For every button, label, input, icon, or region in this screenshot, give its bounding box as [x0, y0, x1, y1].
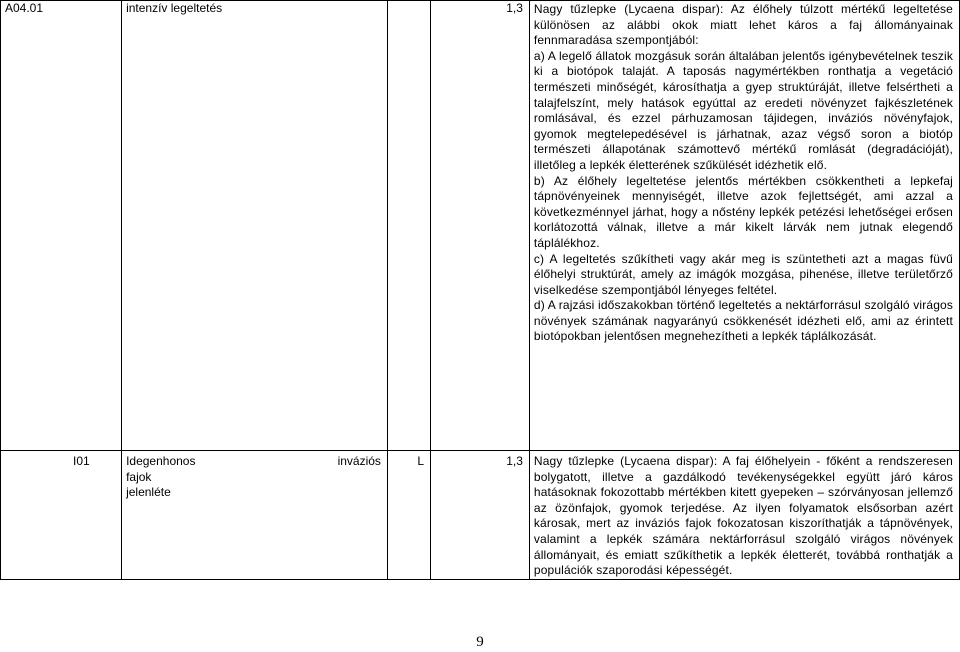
description-paragraph: d) A rajzási időszakokban történő legeltetés a nektárforrásul szolgáló virágos növények számának nagyarányú csökkenését idézheti elő, ami az érintett biotópokban jelentősen megnehezítheti a lepkék táplálkozását.: [533, 298, 953, 344]
threat-name-text: inváziós: [337, 454, 381, 468]
page-number: 9: [476, 634, 484, 650]
threat-name-block: [126, 454, 381, 501]
threat-value: 1,3: [431, 451, 530, 580]
description-paragraph: Nagy tűzlepke (Lycaena dispar): Az élőhely túlzott mértékű legeltetése különösen az alábbi okok miatt lehet káros a faj állományainak fennmaradása szempontjából:: [533, 2, 953, 48]
threat-mark: L: [387, 451, 430, 580]
threat-name-text: jelenléte: [126, 485, 171, 500]
threat-code: A04.01: [1, 1, 122, 451]
threat-code: I01: [1, 451, 122, 580]
description-paragraph: b) Az élőhely legeltetése jelentős mértékben csökkentheti a lepkefaj tápnövényeinek mennyiségét, illetve azok fejlettségét, ami azzal a következménnyel járhat, hogy a nőstény lepkék petézési lehetőségei erősen korlátozottá válnak, illetve a már kikelt lárvák nem jutnak elegendő táplálékhoz.: [533, 173, 953, 250]
threat-name-line: [126, 454, 381, 470]
threat-description: [529, 1, 959, 451]
threat-name-text: Idegenhonos: [126, 454, 196, 468]
threat-mark: [387, 1, 430, 451]
threat-name-text: fajok: [126, 469, 152, 484]
threat-description: [529, 451, 959, 580]
threat-name: [122, 451, 388, 580]
description-paragraph: Nagy tűzlepke (Lycaena dispar): A faj élőhelyein - főként a rendszeresen bolygatott, illetve a gazdálkodó tevékenységekkel együtt járó káros hatásoknak fokozottabb mértékben kitett gyepeken – szórványosan jellemző az özönfajok, gyomok terjedése. Az ilyen folyamatok elsősorban azért károsak, mert az inváziós fajok fokozatosan kiszoríthatják a tápnövények, valamint a lepkék számára nektárforrásul szolgáló virágos növények állományait, és emiatt szűkíthetik a lepkék életterét, továbbá ronthatják a populációk szaporodási képességét.: [533, 454, 953, 578]
threat-name: [122, 1, 388, 451]
table-row: [1, 1, 960, 451]
description-paragraph: c) A legeltetés szűkítheti vagy akár meg is szüntetheti azt a magas füvű élőhelyi struktúrát, amely az imágók mozgása, pihenése, illetve területőrző viselkedése szempontjából lényeges feltétel.: [533, 251, 953, 297]
threat-name-text: intenzív legeltetés: [126, 1, 223, 15]
table-row: [1, 451, 960, 580]
threat-value: 1,3: [431, 1, 530, 451]
description-paragraph: a) A legelő állatok mozgásuk során általában jelentős igénybevételnek teszik ki a biotópok talaját. A taposás nagymértékben ronthatja a vegetáció természeti minőségét, károsíthatja a gyep struktúráját, illetve felsértheti a talajfelszínt, mely hatások egyúttal az eredeti növényzet fajkészletének romlásával, és ezzel párhuzamosan tájidegen, inváziós növényfajok, gyomok megtelepedésével is járhatnak, azaz végső soron a biotóp természeti állapotának számottevő mértékű romlását (degradációját), illetőleg a lepkék életterének szűkülését idézhetik elő.: [533, 48, 953, 172]
